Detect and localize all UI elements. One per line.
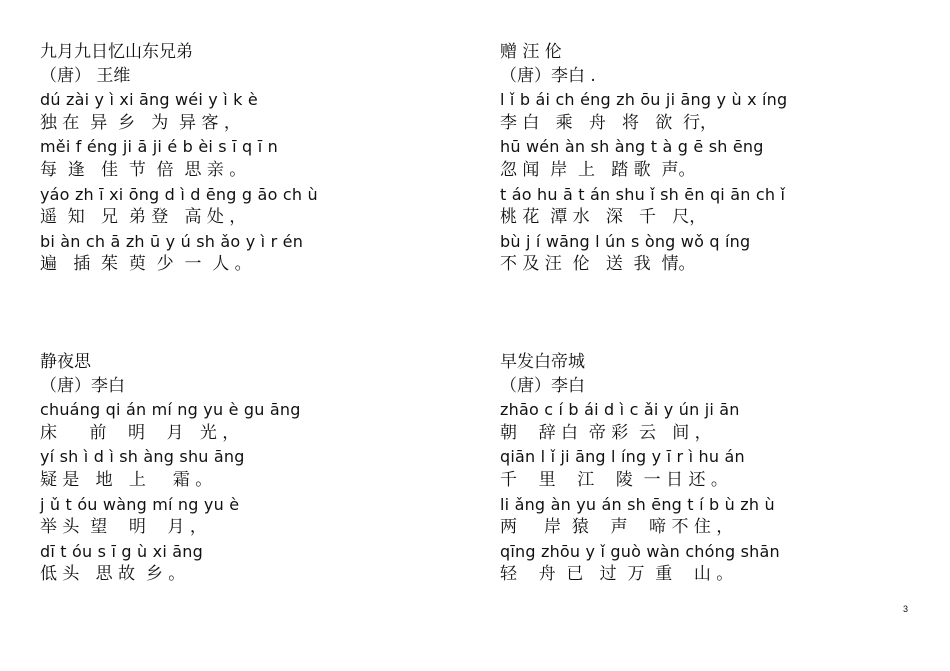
pinyin-line: yí sh ì d ì sh àng shu āng (40, 447, 245, 467)
pinyin-line: zhāo c í b ái d ì c ǎi y ún ji ān (500, 400, 740, 420)
poem-block-zeng-wanglun (500, 41, 880, 277)
verse-line: 李 白 乘 舟 将 欲 行， (500, 112, 718, 133)
pinyin-line: bi àn ch ā zh ū y ú sh ǎo y ì r én (40, 231, 304, 251)
verse-line: 千 里 江 陵 一 日 还 。 (500, 469, 728, 490)
pinyin-line: j ǔ t óu wàng mí ng yu è (40, 494, 240, 514)
poem-title: 九月九日忆山东兄弟 (40, 42, 193, 62)
poem-author: （唐）李白 (500, 375, 585, 396)
pinyin-line: l ǐ b ái ch éng zh ōu ji āng y ù x íng (500, 90, 788, 110)
poem-title: 赠 汪 伦 (500, 42, 562, 62)
pinyin-line: hū wén àn sh àng t à g ē sh ēng (500, 137, 764, 157)
pinyin-line: měi f éng ji ā ji é b èi s ī q ī n (40, 137, 278, 157)
poem-author: （唐）李白 . (500, 65, 596, 86)
poem-block-jingyesi (40, 351, 420, 587)
verse-line: 桃 花 潭 水 深 千 尺， (500, 207, 707, 228)
verse-line: 疑 是 地 上 霜 。 (40, 469, 213, 490)
pinyin-line: yáo zh ī xi ōng d ì d ēng g āo ch ù (40, 184, 318, 204)
page-number: 3 (903, 604, 909, 614)
verse-line: 举 头 望 明 月 ， (40, 517, 207, 538)
verse-line: 不 及 汪 伦 送 我 情。 (500, 254, 696, 275)
verse-line: 忽 闻 岸 上 踏 歌 声。 (500, 159, 696, 180)
pinyin-line: chuáng qi án mí ng yu è gu āng (40, 400, 301, 420)
verse-line: 朝 辞 白 帝 彩 云 间 ， (500, 422, 712, 443)
poem-block-zaofa-baidicheng (500, 351, 880, 587)
pinyin-line: dī t óu s ī g ù xi āng (40, 541, 203, 561)
verse-line: 床 前 明 月 光 ， (40, 422, 240, 443)
verse-line: 每 逢 佳 节 倍 思 亲 。 (40, 159, 247, 180)
poem-block-jiuyue (40, 41, 420, 277)
poem-author: （唐） 王维 (40, 65, 131, 86)
poem-title: 早发白帝城 (500, 352, 585, 372)
poem-title: 静夜思 (40, 352, 91, 372)
verse-line: 轻 舟 已 过 万 重 山 。 (500, 564, 734, 585)
poem-author: （唐）李白 (40, 375, 125, 396)
verse-line: 遍 插 茱 萸 少 一 人 。 (40, 254, 252, 275)
verse-line: 独 在 异 乡 为 异 客 ， (40, 112, 241, 133)
pinyin-line: qiān l ǐ ji āng l íng y ī r ì hu án (500, 447, 745, 467)
verse-line: 低 头 思 故 乡 。 (40, 564, 186, 585)
pinyin-line: dú zài y ì xi āng wéi y ì k è (40, 90, 258, 110)
verse-line: 遥 知 兄 弟 登 高 处 ， (40, 207, 247, 228)
pinyin-line: bù j í wāng l ún s òng wǒ q íng (500, 231, 751, 251)
pinyin-line: li ǎng àn yu án sh ēng t í b ù zh ù (500, 494, 775, 514)
pinyin-line: qīng zhōu y ǐ guò wàn chóng shān (500, 541, 780, 561)
verse-line: 两 岸 猿 声 啼 不 住 ， (500, 517, 734, 538)
pinyin-line: t áo hu ā t án shu ǐ sh ēn qi ān ch ǐ (500, 184, 786, 204)
